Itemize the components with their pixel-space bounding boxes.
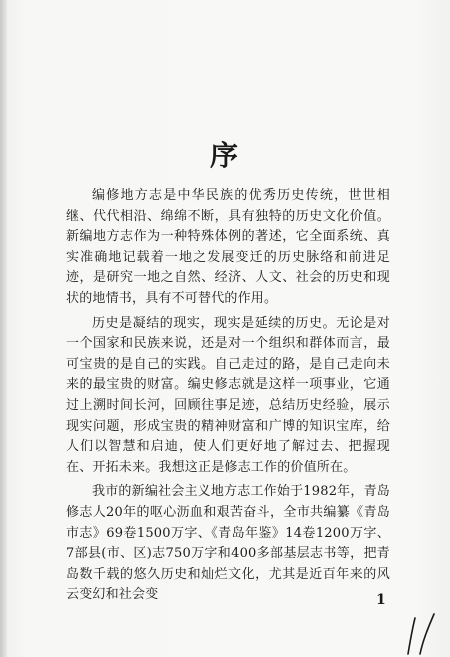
paragraph: 编修地方志是中华民族的优秀历史传统，世世相继、代代相沿、绵绵不断，具有独特的历史文化价值。新编地方志作为一种特殊体例的著述，它全面系统、真实准确地记载着一地之发展变迁的历史脉络和前进足迹，是研究一地之自然、经济、人文、社会的历史和现状的地情书，具有不可替代的作用。 — [66, 188, 390, 306]
paragraph: 历史是凝结的现实，现实是延续的历史。无论是对一个国家和民族来说，还是对一个组织和群体而言，最可宝贵的是自己的实践。自己走过的路，是自己走向未来的最宝贵的财富。编史修志就是这样一项事业，它通过上溯时间长河，回顾往事足迹，总结历史经验，展示现实问题，形成宝贵的精神财富和广博的知识宝库，给人们以智慧和启迪，使人们更好地了解过去、把握现在、开拓未来。我想这正是修志工作的价值所在。 — [66, 315, 390, 475]
paragraph: 我市的新编社会主义地方志工作始于1982年，青岛修志人20年的呕心沥血和艰苦奋斗，全市共编纂《青岛市志》69卷1500万字、《青岛年鉴》14卷1200万字、7部县(市、区)志750万字和400多部基层志书等，把青岛数千载的悠久历史和灿烂文化，尤其是近百年来的风云变幻和社会变 — [66, 484, 390, 603]
page-title: 序 — [209, 139, 240, 172]
page-number: 1 — [376, 592, 386, 608]
handwritten-mark-icon — [398, 612, 438, 656]
document-body — [66, 186, 390, 610]
page-binding-edge — [0, 0, 7, 657]
